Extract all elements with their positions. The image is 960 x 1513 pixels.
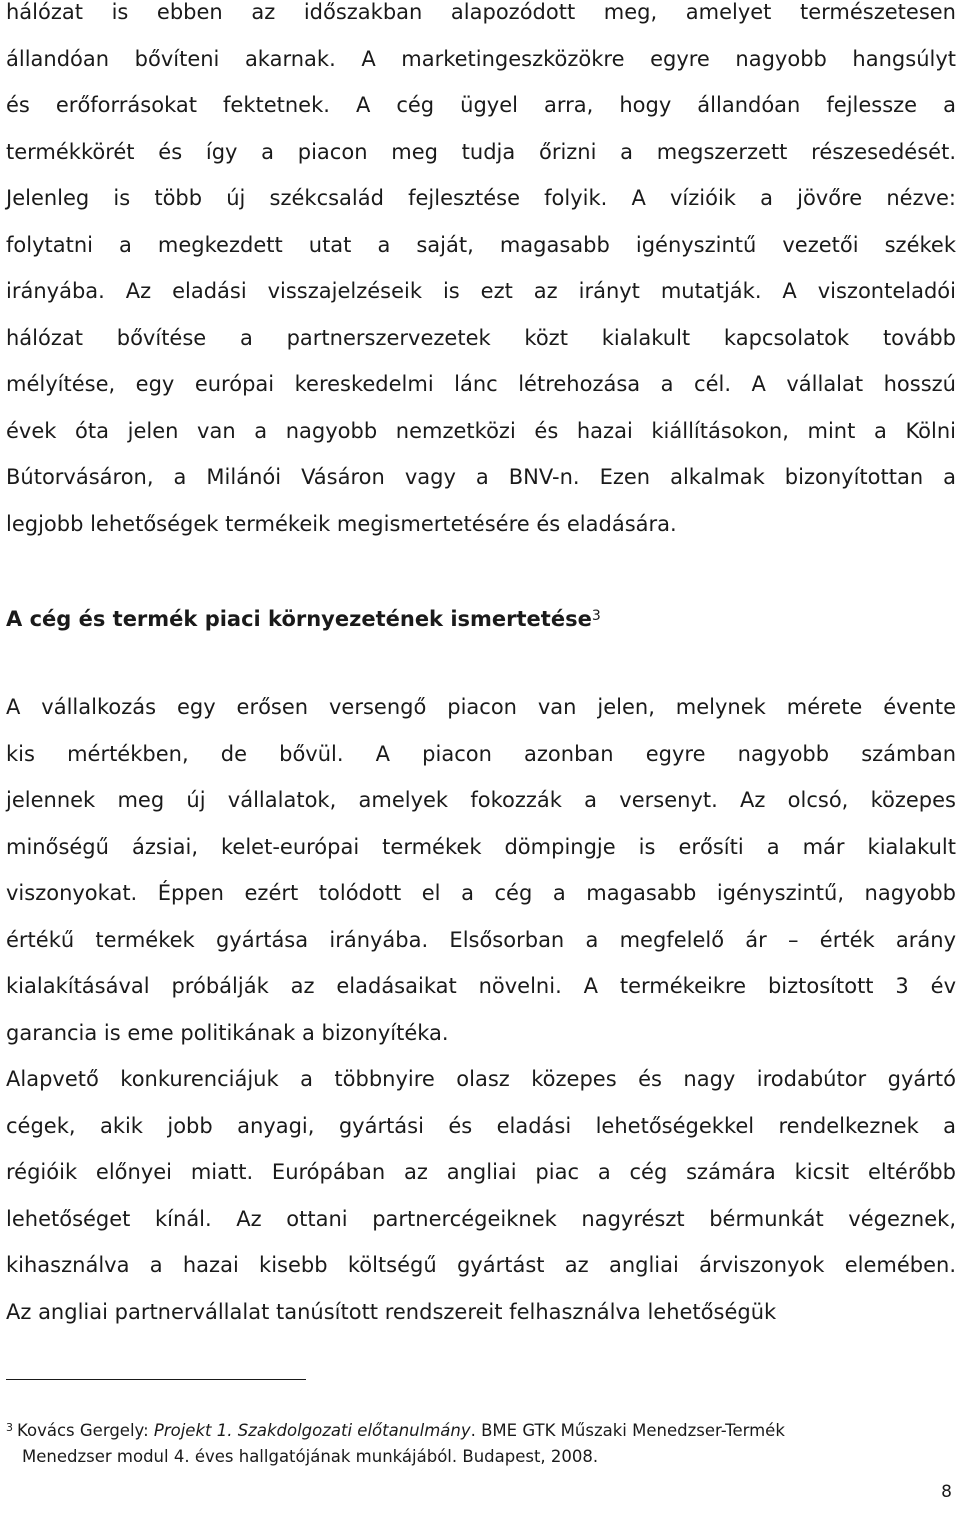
text-line: évek óta jelen van a nagyobb nemzetközi és hazai kiállításokon, mint a Kölni — [6, 418, 956, 443]
text-line: jelennek meg új vállalatok, amelyek fokozzák a versenyt. Az olcsó, közepes — [6, 788, 956, 812]
paragraph-intro — [6, 0, 956, 547]
footnote-title: Projekt 1. Szakdolgozati előtanulmány — [153, 1421, 471, 1440]
text-line: Bútorvásáron, a Milánói Vásáron vagy a BNV-n. Ezen alkalmak bizonyítottan a — [6, 465, 956, 489]
text-line: mélyítése, egy európai kereskedelmi lánc létrehozása a cél. A vállalat hosszú — [6, 372, 956, 396]
text-line: és erőforrásokat fektetnek. A cég ügyel arra, hogy állandóan fejlessze a — [6, 93, 956, 117]
text-line: garancia is eme politikának a bizonyítéka. — [6, 1020, 449, 1045]
footnote-reference[interactable]: 3 — [591, 608, 601, 624]
page-number: 8 — [941, 1482, 952, 1502]
text-line: Az angliai partnervállalat tanúsított rendszereit felhasználva lehetőségük — [6, 1299, 777, 1324]
paragraph-competition — [6, 1056, 956, 1335]
footnote-source: . BME GTK Műszaki Menedzser-Termék — [470, 1421, 785, 1440]
footnote-number: 3 — [6, 1421, 13, 1434]
paragraph-market — [6, 684, 956, 1056]
footnote — [6, 1415, 956, 1470]
text-line: kis mértékben, de bővül. A piacon azonban egyre nagyobb számban — [6, 741, 956, 766]
text-line: régióik előnyei miatt. Európában az angliai piac a cég számára kicsit eltérőbb — [6, 1160, 956, 1184]
text-line: Alapvető konkurenciájuk a többnyire olasz közepes és nagy irodabútor gyártó — [6, 1067, 956, 1091]
section-heading-text: A cég és termék piaci környezetének ismertetése — [6, 607, 592, 631]
text-line: termékkörét és így a piacon meg tudja őrizni a megszerzett részesedését. — [6, 139, 956, 164]
section-heading — [6, 598, 601, 637]
text-line: folytatni a megkezdett utat a saját, magasabb igényszintű vezetői székek — [6, 232, 956, 257]
footnote-source-continued: Menedzser modul 4. éves hallgatójának munkájából. Budapest, 2008. — [22, 1447, 599, 1466]
text-line: lehetőséget kínál. Az ottani partnercégeiknek nagyrészt bérmunkát végeznek, — [6, 1206, 956, 1231]
text-line: minőségű ázsiai, kelet-európai termékek dömpingje is erősíti a már kialakult — [6, 834, 956, 859]
text-line: hálózat is ebben az időszakban alapozódott meg, amelyet természetesen — [6, 0, 956, 24]
text-line: értékű termékek gyártása irányába. Elsősorban a megfelelő ár – érték arány — [6, 927, 956, 952]
text-line: legjobb lehetőségek termékeik megismertetésére és eladására. — [6, 511, 677, 536]
text-line: A vállalkozás egy erősen versengő piacon van jelen, melynek mérete évente — [6, 695, 956, 719]
footnote-author: Kovács Gergely: — [17, 1421, 154, 1440]
text-line: kialakításával próbálják az eladásaikat növelni. A termékeikre biztosított 3 év — [6, 974, 956, 998]
text-line: hálózat bővítése a partnerszervezetek közt kialakult kapcsolatok tovább — [6, 325, 956, 350]
text-line: cégek, akik jobb anyagi, gyártási és eladási lehetőségekkel rendelkeznek a — [6, 1113, 956, 1138]
footnote-separator — [6, 1379, 306, 1380]
text-line: irányába. Az eladási visszajelzéseik is ezt az irányt mutatják. A viszonteladói — [6, 279, 956, 303]
text-line: állandóan bővíteni akarnak. A marketingeszközökre egyre nagyobb hangsúlyt — [6, 46, 956, 71]
text-line: viszonyokat. Éppen ezért tolódott el a cég a magasabb igényszintű, nagyobb — [6, 881, 956, 905]
text-line: kihasználva a hazai kisebb költségű gyártást az angliai árviszonyok elemében. — [6, 1253, 956, 1277]
text-line: Jelenleg is több új székcsalád fejlesztése folyik. A vízióik a jövőre nézve: — [6, 186, 956, 210]
